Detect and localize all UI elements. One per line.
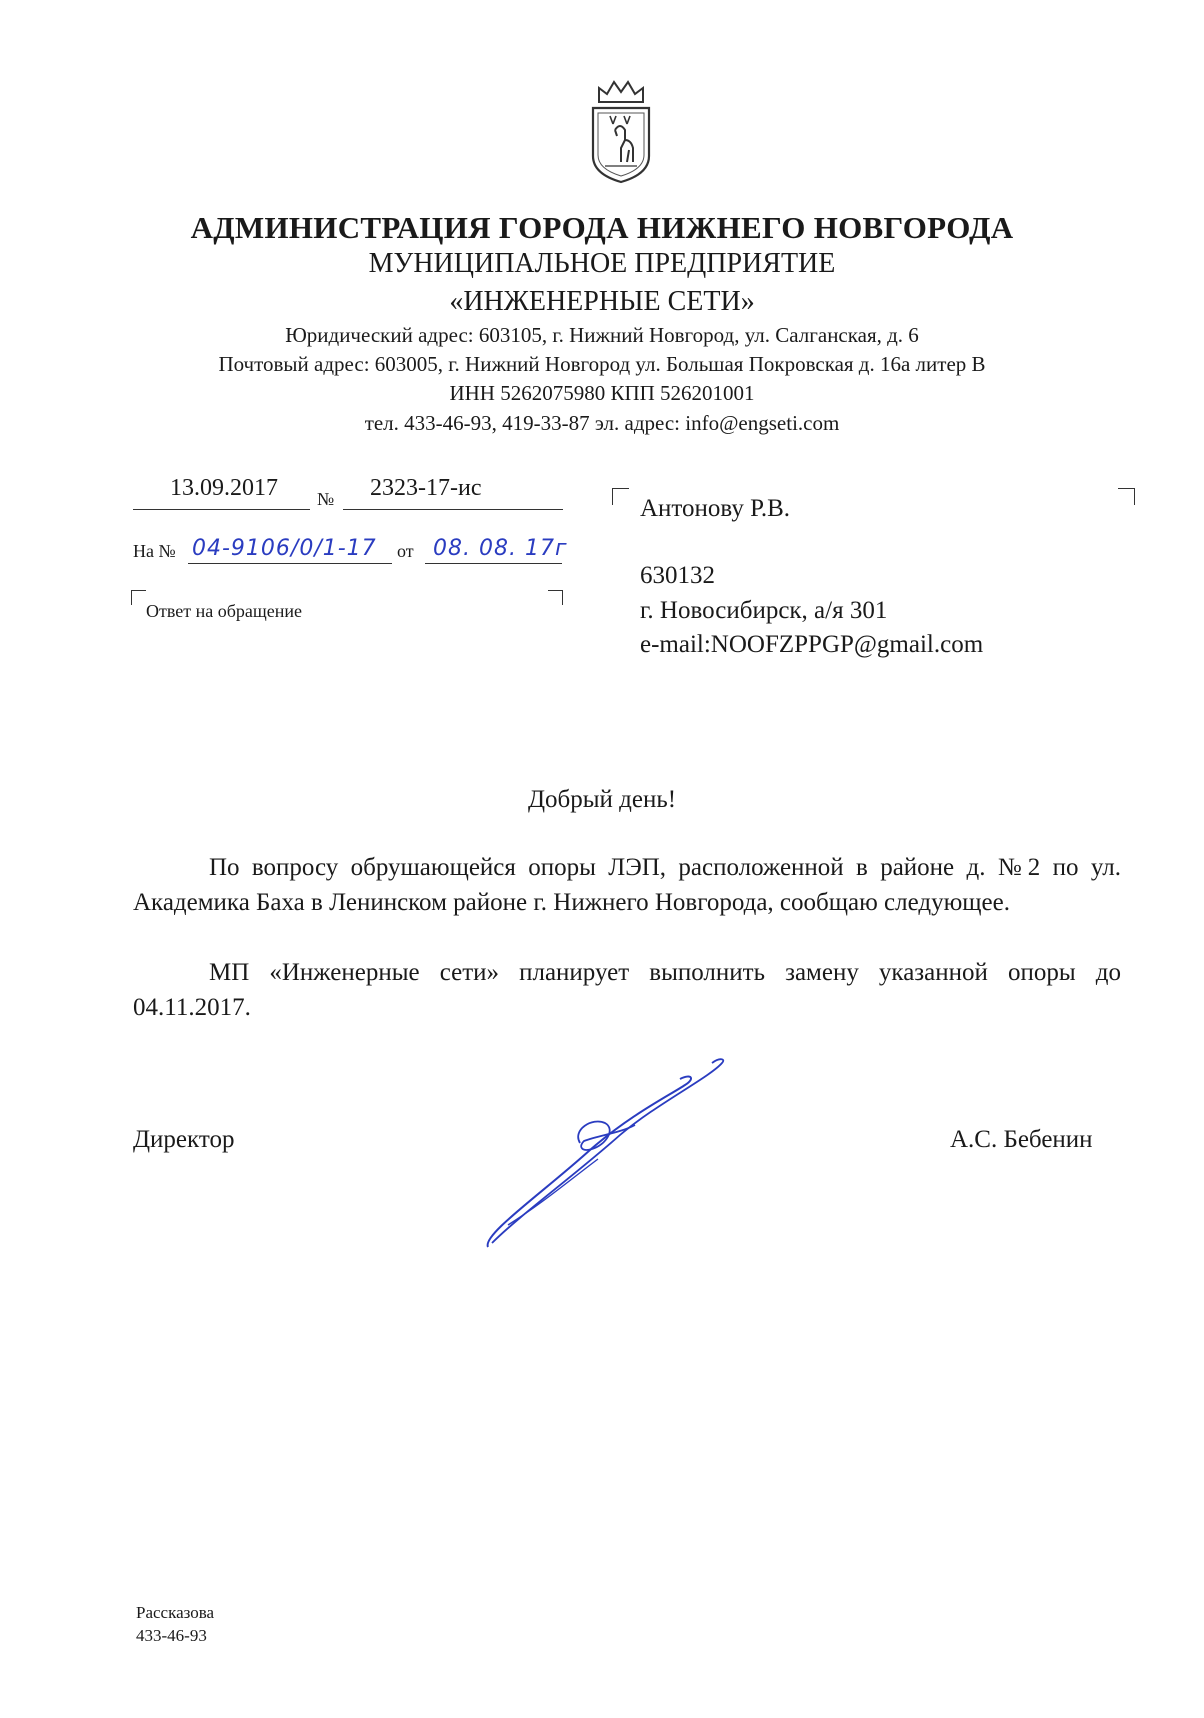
ref-date-handwritten: 08. 08. 17г [433, 536, 568, 561]
letter-subject: Ответ на обращение [146, 601, 302, 621]
handwritten-signature [480, 1055, 730, 1255]
body-paragraph-1: По вопросу обрушающейся опоры ЛЭП, расположенной в районе д. №2 по ул. Академика Баха в Ленинском районе г. Нижнего Новгорода, сообщаю следующее. [133, 854, 1121, 916]
number-underline [343, 509, 563, 510]
subject-corner-right [548, 590, 563, 605]
ref-date-underline [425, 563, 562, 564]
executor-phone: 433-46-93 [136, 1626, 207, 1645]
contacts: тел. 433-46-93, 419-33-87 эл. адрес: info@engseti.com [364, 411, 840, 435]
greeting: Добрый день! [527, 786, 677, 813]
ref-from-label: от [397, 541, 414, 561]
ref-number-handwritten: 04-9106/0/1-17 [192, 536, 377, 561]
inn-kpp: ИНН 5262075980 КПП 526201001 [449, 381, 755, 405]
subject-corner-left [131, 590, 146, 605]
signatory-name: А.С. Бебенин [950, 1126, 1093, 1153]
recipient-postcode: 630132 [640, 562, 715, 589]
executor-name: Рассказова [136, 1603, 215, 1622]
recipient-name: Антонову Р.В. [640, 495, 791, 522]
recipient-corner-left [612, 488, 629, 505]
ref-number-underline [188, 563, 392, 564]
recipient-corner-right [1118, 488, 1135, 505]
ref-label: На № [133, 541, 176, 561]
postal-address: Почтовый адрес: 603005, г. Нижний Новгород ул. Большая Покровская д. 16а литер В [218, 352, 986, 376]
legal-address: Юридический адрес: 603105, г. Нижний Новгород, ул. Салганская, д. 6 [285, 323, 919, 347]
date-underline [133, 509, 310, 510]
signatory-position: Директор [133, 1126, 235, 1153]
org-title: АДМИНИСТРАЦИЯ ГОРОДА НИЖНЕГО НОВГОРОДА [190, 210, 1014, 245]
recipient-email: e-mail:NOOFZPPGP@gmail.com [640, 631, 984, 658]
body-paragraph-2: МП «Инженерные сети» планирует выполнить замену указанной опоры до 04.11.2017. [133, 959, 1121, 1021]
letter-date: 13.09.2017 [170, 475, 278, 501]
letter-number: 2323-17-ис [370, 475, 482, 501]
recipient-city: г. Новосибирск, а/я 301 [640, 597, 888, 624]
number-sign: № [317, 489, 335, 509]
coat-of-arms-icon [585, 78, 657, 186]
org-subtitle: МУНИЦИПАЛЬНОЕ ПРЕДПРИЯТИЕ [368, 248, 836, 279]
org-name: «ИНЖЕНЕРНЫЕ СЕТИ» [449, 286, 755, 317]
